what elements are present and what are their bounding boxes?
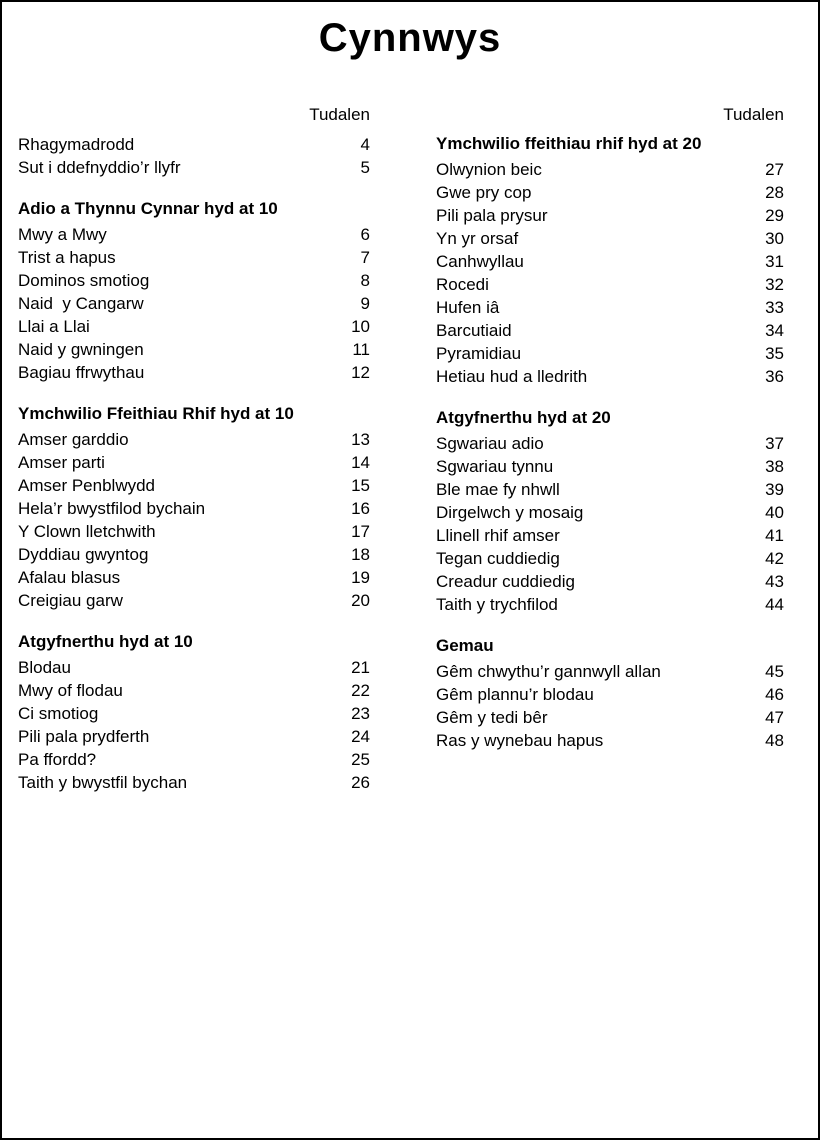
toc-entry-page-number: 21	[351, 658, 370, 677]
toc-entry[interactable]	[18, 589, 388, 612]
toc-entry-label: Pili pala prydferth	[18, 727, 150, 746]
toc-entry-page-number: 23	[351, 704, 370, 723]
contents-section	[18, 403, 388, 612]
toc-entry[interactable]	[18, 269, 388, 292]
toc-entry-label: Hela’r bwystfilod bychain	[18, 499, 206, 518]
toc-entry-page-number: 24	[351, 727, 370, 746]
toc-entry[interactable]	[18, 246, 388, 269]
toc-entry[interactable]	[436, 593, 788, 616]
toc-entry-page-number: 15	[351, 476, 370, 495]
toc-entry-label: Taith y trychfilod	[436, 595, 558, 614]
toc-entry-page-number: 17	[351, 522, 370, 541]
toc-entry[interactable]	[436, 273, 788, 296]
toc-entry-label: Blodau	[18, 658, 71, 677]
contents-column-left	[18, 105, 410, 794]
toc-entry-page-number: 47	[765, 708, 784, 727]
toc-entry[interactable]	[18, 428, 388, 451]
toc-entry[interactable]	[18, 315, 388, 338]
toc-entry-label: Dominos smotiog	[18, 271, 150, 290]
toc-entry[interactable]	[436, 706, 788, 729]
section-heading: Atgyfnerthu hyd at 10	[18, 632, 193, 651]
toc-entry[interactable]	[436, 250, 788, 273]
toc-entry[interactable]	[436, 660, 788, 683]
toc-entry-label: Taith y bwystfil bychan	[18, 773, 188, 792]
toc-entry[interactable]	[436, 683, 788, 706]
toc-entry-page-number: 34	[765, 321, 784, 340]
toc-entry[interactable]	[436, 319, 788, 342]
toc-entry-label: Y Clown lletchwith	[18, 522, 156, 541]
page-title: Cynnwys	[318, 16, 502, 60]
toc-entry-page-number: 20	[351, 591, 370, 610]
toc-entry-page-number: 27	[765, 160, 784, 179]
sections-left	[18, 133, 388, 794]
toc-entry-label: Pili pala prysur	[436, 206, 548, 225]
toc-entry-page-number: 41	[765, 526, 784, 545]
toc-entry-label: Mwy of flodau	[18, 681, 123, 700]
toc-entry-label: Amser garddio	[18, 430, 129, 449]
column-header-left: Tudalen	[309, 105, 370, 124]
toc-entry[interactable]	[436, 547, 788, 570]
toc-entry-label: Pa ffordd?	[18, 750, 97, 769]
toc-entry-label: Llinell rhif amser	[436, 526, 560, 545]
toc-entry-page-number: 4	[360, 135, 370, 154]
toc-entry[interactable]	[18, 451, 388, 474]
toc-entry[interactable]	[18, 679, 388, 702]
contents-columns	[2, 105, 818, 794]
toc-entry[interactable]	[18, 338, 388, 361]
toc-entry-label: Naid y Cangarw	[18, 294, 144, 313]
toc-entry-label: Rocedi	[436, 275, 489, 294]
toc-entry[interactable]	[18, 725, 388, 748]
toc-entry-page-number: 13	[351, 430, 370, 449]
toc-entry[interactable]	[436, 227, 788, 250]
toc-entry[interactable]	[18, 133, 388, 156]
contents-section	[18, 631, 388, 794]
toc-entry-label: Afalau blasus	[18, 568, 121, 587]
contents-section	[18, 133, 388, 179]
toc-entry-label: Hufen iâ	[436, 298, 500, 317]
toc-entry-page-number: 39	[765, 480, 784, 499]
toc-entry-page-number: 35	[765, 344, 784, 363]
section-heading: Adio a Thynnu Cynnar hyd at 10	[18, 199, 278, 218]
toc-entry[interactable]	[18, 748, 388, 771]
toc-entry-label: Pyramidiau	[436, 344, 522, 363]
contents-section	[436, 635, 788, 752]
toc-entry-label: Olwynion beic	[436, 160, 542, 179]
sections-right	[436, 133, 788, 752]
toc-entry-label: Gêm chwythu’r gannwyll allan	[436, 662, 661, 681]
toc-entry-page-number: 10	[351, 317, 370, 336]
toc-entry-label: Gwe pry cop	[436, 183, 532, 202]
toc-entry-label: Hetiau hud a lledrith	[436, 367, 588, 386]
toc-entry[interactable]	[436, 158, 788, 181]
toc-entry-label: Gêm plannu’r blodau	[436, 685, 594, 704]
toc-entry[interactable]	[436, 524, 788, 547]
toc-entry[interactable]	[18, 292, 388, 315]
toc-entry-label: Ble mae fy nhwll	[436, 480, 560, 499]
toc-entry-page-number: 22	[351, 681, 370, 700]
toc-entry-label: Sgwariau adio	[436, 434, 544, 453]
toc-entry-page-number: 11	[352, 340, 370, 359]
toc-entry-page-number: 14	[351, 453, 370, 472]
contents-column-right	[410, 105, 802, 794]
toc-entry[interactable]	[18, 497, 388, 520]
toc-entry-page-number: 37	[765, 434, 784, 453]
toc-entry-page-number: 19	[351, 568, 370, 587]
toc-entry-label: Dirgelwch y mosaig	[436, 503, 584, 522]
toc-entry-label: Creadur cuddiedig	[436, 572, 575, 591]
toc-entry-label: Dyddiau gwyntog	[18, 545, 149, 564]
toc-entry-page-number: 43	[765, 572, 784, 591]
toc-entry[interactable]	[18, 656, 388, 679]
toc-entry-page-number: 48	[765, 731, 784, 750]
toc-entry-label: Trist a hapus	[18, 248, 116, 267]
toc-entry-page-number: 40	[765, 503, 784, 522]
toc-entry-label: Tegan cuddiedig	[436, 549, 560, 568]
toc-entry-page-number: 26	[351, 773, 370, 792]
toc-entry[interactable]	[18, 361, 388, 384]
toc-entry-page-number: 8	[360, 271, 370, 290]
toc-entry-page-number: 44	[765, 595, 784, 614]
toc-entry-label: Amser Penblwydd	[18, 476, 156, 495]
toc-entry-page-number: 46	[765, 685, 784, 704]
toc-entry[interactable]	[436, 501, 788, 524]
toc-entry-page-number: 6	[360, 225, 370, 244]
section-heading: Atgyfnerthu hyd at 20	[436, 408, 611, 427]
toc-entry[interactable]	[436, 204, 788, 227]
contents-section	[436, 133, 788, 388]
toc-entry-label: Mwy a Mwy	[18, 225, 107, 244]
toc-entry[interactable]	[436, 365, 788, 388]
section-heading: Ymchwilio ffeithiau rhif hyd at 20	[436, 134, 702, 153]
toc-entry-page-number: 30	[765, 229, 784, 248]
toc-entry-label: Yn yr orsaf	[436, 229, 519, 248]
toc-entry-label: Sgwariau tynnu	[436, 457, 554, 476]
toc-entry[interactable]	[18, 771, 388, 794]
toc-entry[interactable]	[436, 296, 788, 319]
toc-entry-page-number: 45	[765, 662, 784, 681]
toc-entry[interactable]	[18, 474, 388, 497]
toc-entry-page-number: 32	[765, 275, 784, 294]
toc-entry[interactable]	[436, 342, 788, 365]
toc-entry-label: Rhagymadrodd	[18, 135, 135, 154]
toc-entry-page-number: 7	[360, 248, 370, 267]
toc-entry[interactable]	[436, 432, 788, 455]
toc-entry-page-number: 42	[765, 549, 784, 568]
toc-entry-label: Bagiau ffrwythau	[18, 363, 145, 382]
toc-entry-page-number: 29	[765, 206, 784, 225]
section-heading: Gemau	[436, 636, 494, 655]
toc-entry-label: Canhwyllau	[436, 252, 524, 271]
toc-entry-page-number: 5	[360, 158, 370, 177]
toc-entry-label: Amser parti	[18, 453, 105, 472]
toc-entry[interactable]	[18, 156, 388, 179]
section-heading: Ymchwilio Ffeithiau Rhif hyd at 10	[18, 404, 294, 423]
toc-entry-label: Sut i ddefnyddio’r llyfr	[18, 158, 181, 177]
toc-entry[interactable]	[18, 223, 388, 246]
toc-entry[interactable]	[18, 566, 388, 589]
toc-entry[interactable]	[18, 702, 388, 725]
contents-section	[18, 198, 388, 384]
toc-entry[interactable]	[18, 520, 388, 543]
toc-entry-label: Barcutiaid	[436, 321, 512, 340]
toc-entry-page-number: 38	[765, 457, 784, 476]
toc-entry-page-number: 31	[765, 252, 784, 271]
toc-entry-label: Naid y gwningen	[18, 340, 144, 359]
toc-entry-label: Llai a Llai	[18, 317, 90, 336]
toc-entry-page-number: 25	[351, 750, 370, 769]
toc-entry-page-number: 36	[765, 367, 784, 386]
toc-entry-label: Ci smotiog	[18, 704, 99, 723]
toc-entry-page-number: 16	[351, 499, 370, 518]
toc-entry[interactable]	[436, 455, 788, 478]
toc-entry-page-number: 9	[360, 294, 370, 313]
contents-section	[436, 407, 788, 616]
toc-entry[interactable]	[436, 181, 788, 204]
toc-entry-page-number: 33	[765, 298, 784, 317]
toc-entry-page-number: 18	[351, 545, 370, 564]
toc-entry-page-number: 28	[765, 183, 784, 202]
toc-entry[interactable]	[436, 570, 788, 593]
column-header-right: Tudalen	[723, 105, 784, 124]
toc-entry-label: Gêm y tedi bêr	[436, 708, 548, 727]
toc-entry-label: Creigiau garw	[18, 591, 123, 610]
toc-entry[interactable]	[436, 729, 788, 752]
toc-entry[interactable]	[436, 478, 788, 501]
toc-entry[interactable]	[18, 543, 388, 566]
toc-entry-label: Ras y wynebau hapus	[436, 731, 604, 750]
toc-entry-page-number: 12	[351, 363, 370, 382]
